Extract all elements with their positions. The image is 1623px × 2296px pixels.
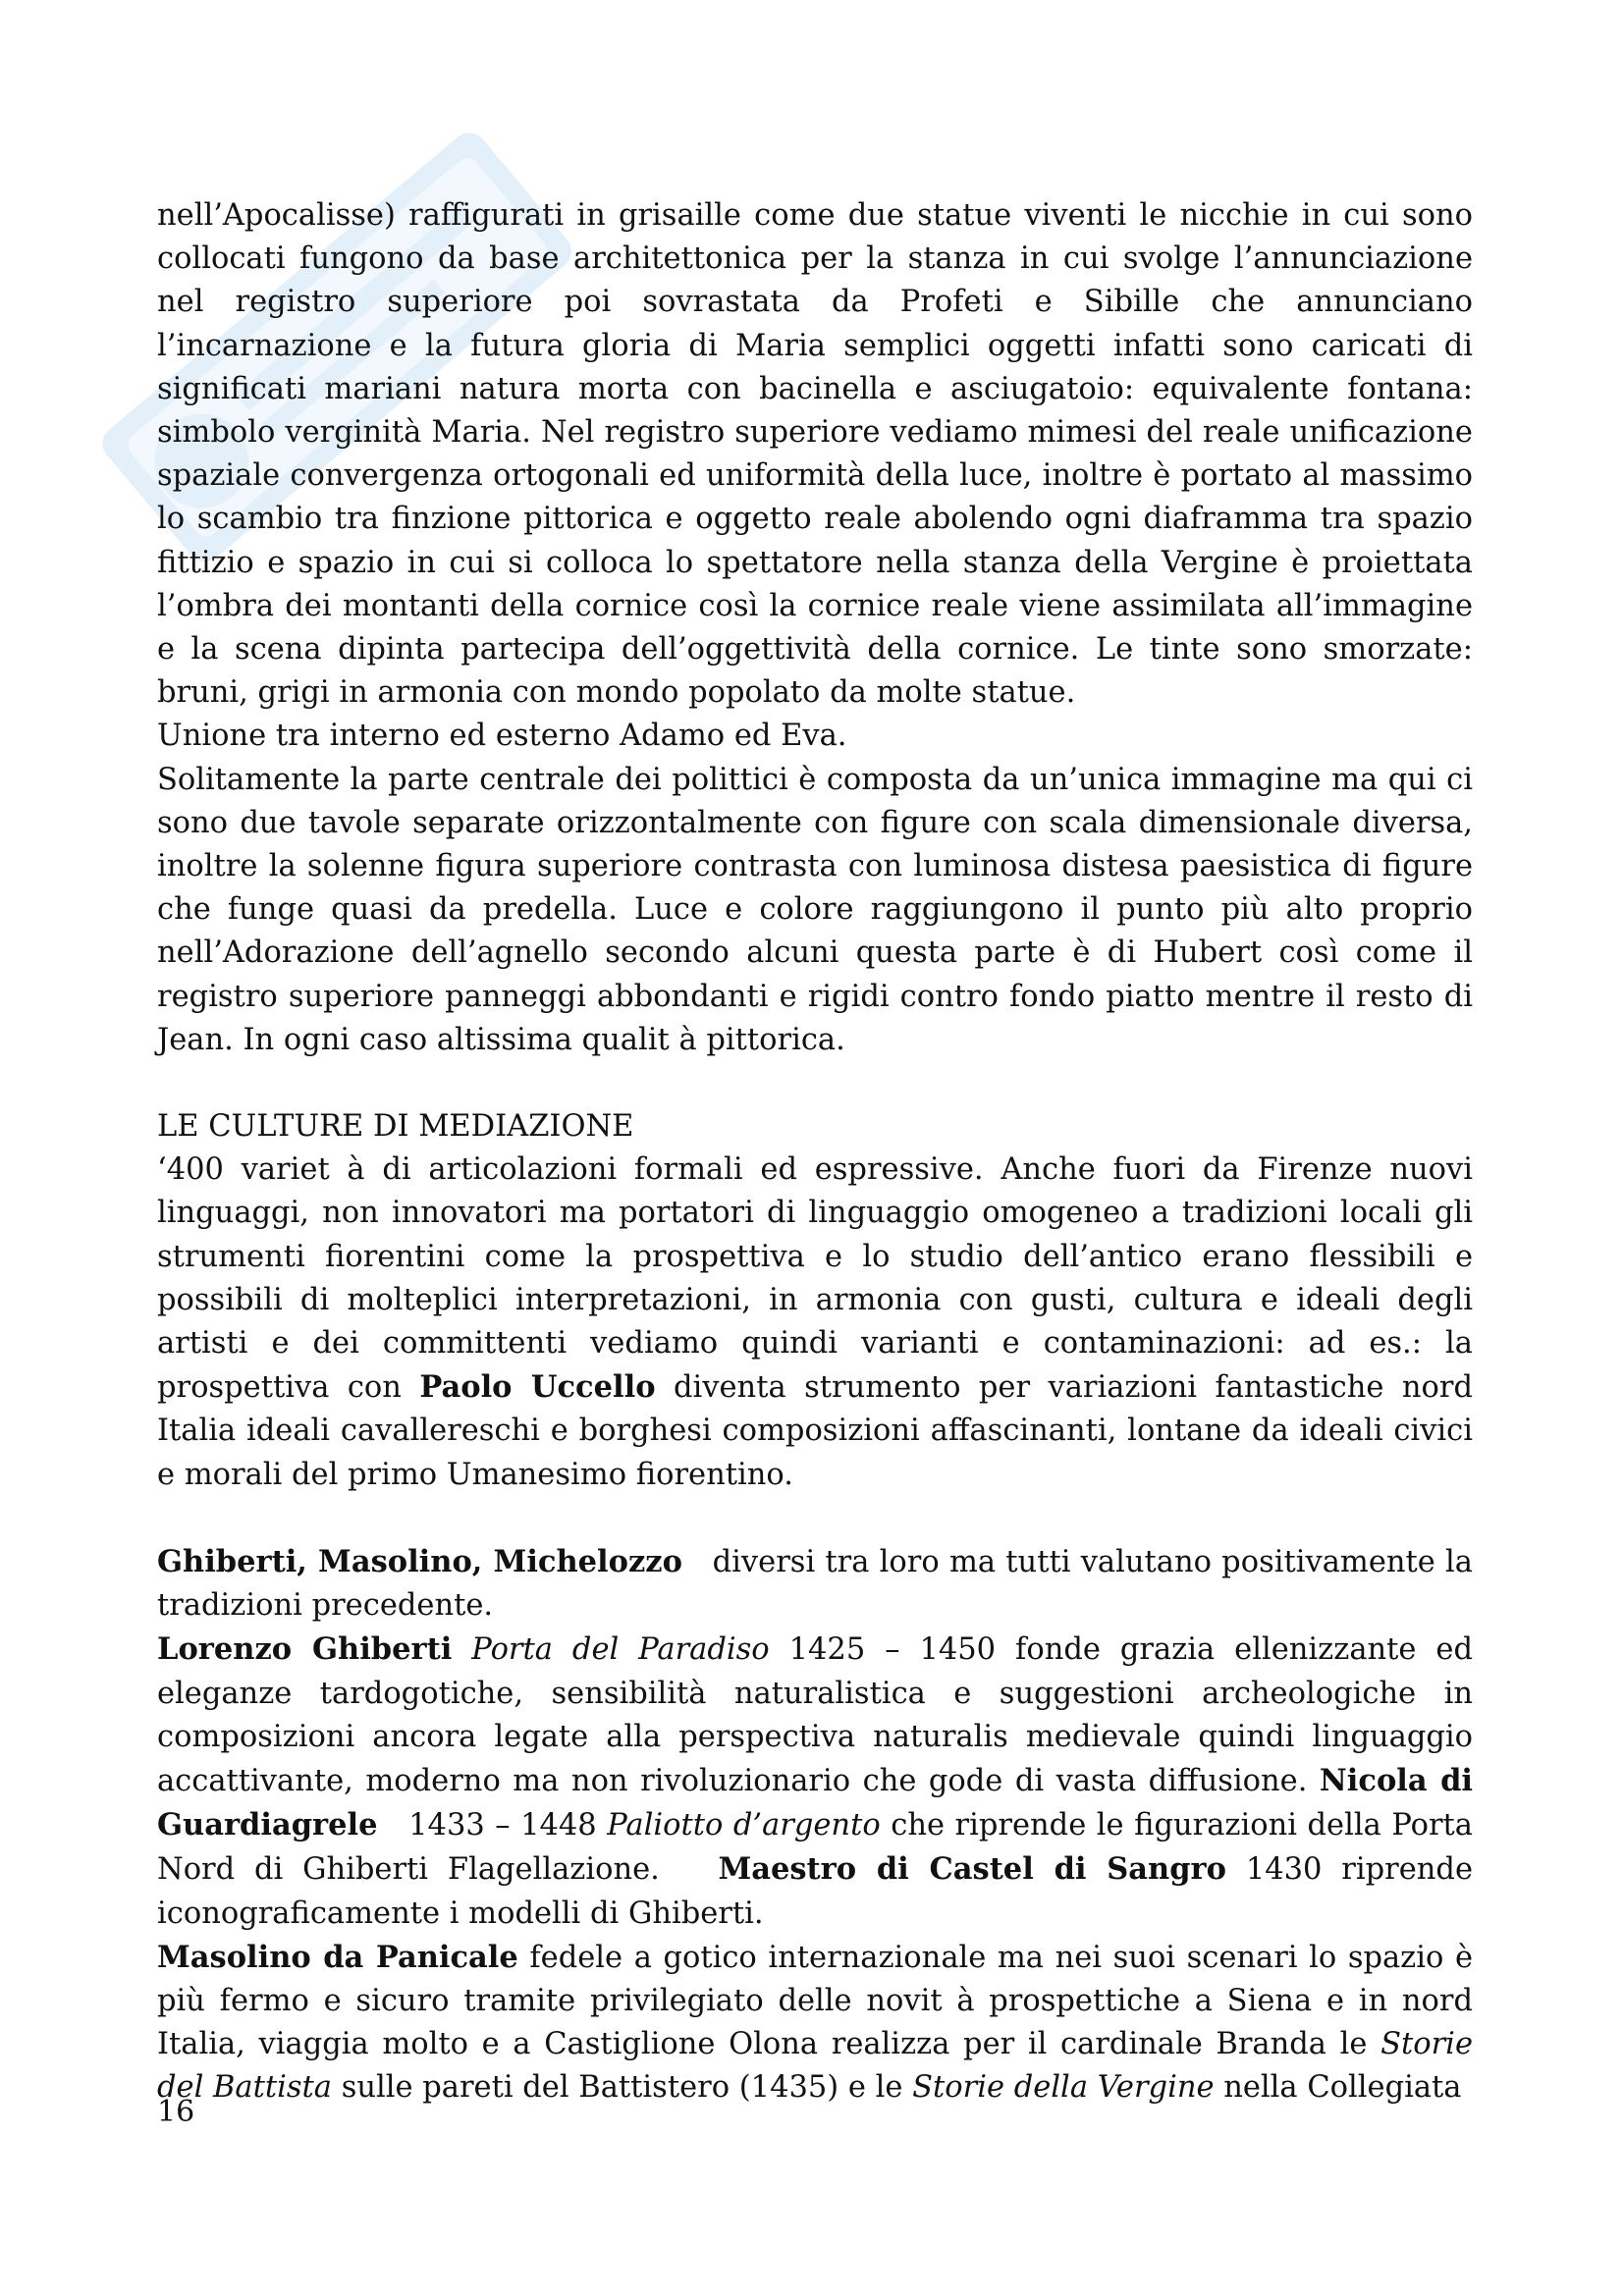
artwork-title: Porta del Paradiso [471,1632,770,1668]
section-heading: LE CULTURE DI MEDIAZIONE [157,1109,634,1145]
paragraph-masolino [157,1936,1473,2110]
text-run: 1433 – 1448 [408,1808,597,1843]
paragraph-gap [157,1497,1473,1540]
text-run: ‘400 variet à di articolazioni formali ed espressive. Anche fuori da Firenze nuovi linguaggi, non innovatori ma portatori di linguaggio omogeneo a tradizioni locali gli strumenti fiorentini come la prospettiva e lo studio dell’antico erano flessibili e possibili di molteplici interpretazioni, in armonia con gusti, cultura e ideali degli artisti e dei committenti vediamo quindi varianti e contaminazioni: ad es.: la prospettiva con [157,1152,1473,1406]
artwork-title: Storie del Battista [157,2027,1473,2106]
text-run: sulle pareti del Battistero (1435) e le [341,2070,903,2106]
text-run: 1425 – 1450 fonde grazia ellenizzante ed eleganze tardogotiche, sensibilità naturalistica e suggestioni archeologiche in composizioni ancora legate alla perspectiva naturalis medievale quindi linguaggio accattivante, moderno ma non rivoluzionario che gode di vasta diffusione. [157,1632,1473,1798]
paragraph-ghiberti-masolino [157,1540,1473,1628]
text-run: diversi tra loro ma tutti valutano positivamente la tradizioni precedente. [157,1544,1473,1624]
artist-name: Lorenzo Ghiberti [157,1631,453,1668]
paragraph-gap [157,1062,1473,1105]
text-run: che riprende le figurazioni della Porta Nord di Ghiberti Flagellazione. [157,1808,1473,1888]
text-run: 1430 riprende iconograficamente i modelli di Ghiberti. [157,1852,1474,1931]
paragraph-polyptych: Solitamente la parte centrale dei polittici è composta da un’unica immagine ma qui ci sono due tavole separate orizzontalmente con figure con scala dimensionale diversa, inoltre la solenne figura superiore contrasta con luminosa distesa paesistica di figure che funge quasi da predella. Luce e colore raggiungono il punto più alto proprio nell’Adorazione dell’agnello secondo alcuni questa parte è di Hubert così come il registro superiore panneggi abbondanti e rigidi contro fondo piatto mentre il resto di Jean. In ogni caso altissima qualit à pittorica. [157,762,1473,1057]
paragraph-annunciation: nell’Apocalisse) raffigurati in grisaille come due statue viventi le nicchie in cui sono collocati fungono da base architettonica per la stanza in cui svolge l’annunciazione nel registro superiore poi sovrastata da Profeti e Sibille che annunciano l’incarnazione e la futura gloria di Maria semplici oggetti infatti sono caricati di significati mariani natura morta con bacinella e asciugatoio: equivalente fontana: simbolo verginità Maria. Nel registro superiore vediamo mimesi del reale unificazione spaziale convergenza ortogonali ed uniformità della luce, inoltre è portato al massimo lo scambio tra finzione pittorica e oggetto reale abolendo ogni diaframma tra spazio fittizio e spazio in cui si colloca lo spettatore nella stanza della Vergine è proiettata l’ombra dei montanti della cornice così la cornice reale viene assimilata all’immagine e la scena dipinta partecipa dell’oggettività della cornice. Le tinte sono smorzate: bruni, grigi in armonia con mondo popolato da molte statue. [157,198,1473,711]
artwork-title: Storie della Vergine [912,2070,1215,2106]
artist-names: Ghiberti, Masolino, Michelozzo [157,1543,682,1579]
artist-name: Nicola di Guardiagrele [157,1762,1473,1843]
artwork-title: Paliotto d’argento [607,1808,881,1843]
text-run: nella Collegiata [1223,2070,1462,2106]
artist-name: Masolino da Panicale [157,1939,518,1975]
text-run: diventa strumento per variazioni fantastiche nord Italia ideali cavallereschi e borghesi composizioni affascinanti, lontane da ideali civici e morali del primo Umanesimo fiorentino. [157,1370,1473,1492]
paragraph-lorenzo-ghiberti [157,1628,1473,1935]
artist-name: Paolo Uccello [419,1369,656,1406]
artist-name: Maestro di Castel di Sangro [718,1851,1226,1888]
paragraph-mediation [157,1148,1473,1497]
text-run: fedele a gotico internazionale ma nei suoi scenari lo spazio è più fermo e sicuro tramite privilegiato delle novit à prospettiche a Siena e in nord Italia, viaggia molto e a Castiglione Olona realizza per il cardinale Branda le [157,1940,1473,2062]
page-number: 16 [157,2095,195,2129]
document-body [157,194,1473,2110]
paragraph-adam-eve: Unione tra interno ed esterno Adamo ed Eva. [157,719,847,754]
